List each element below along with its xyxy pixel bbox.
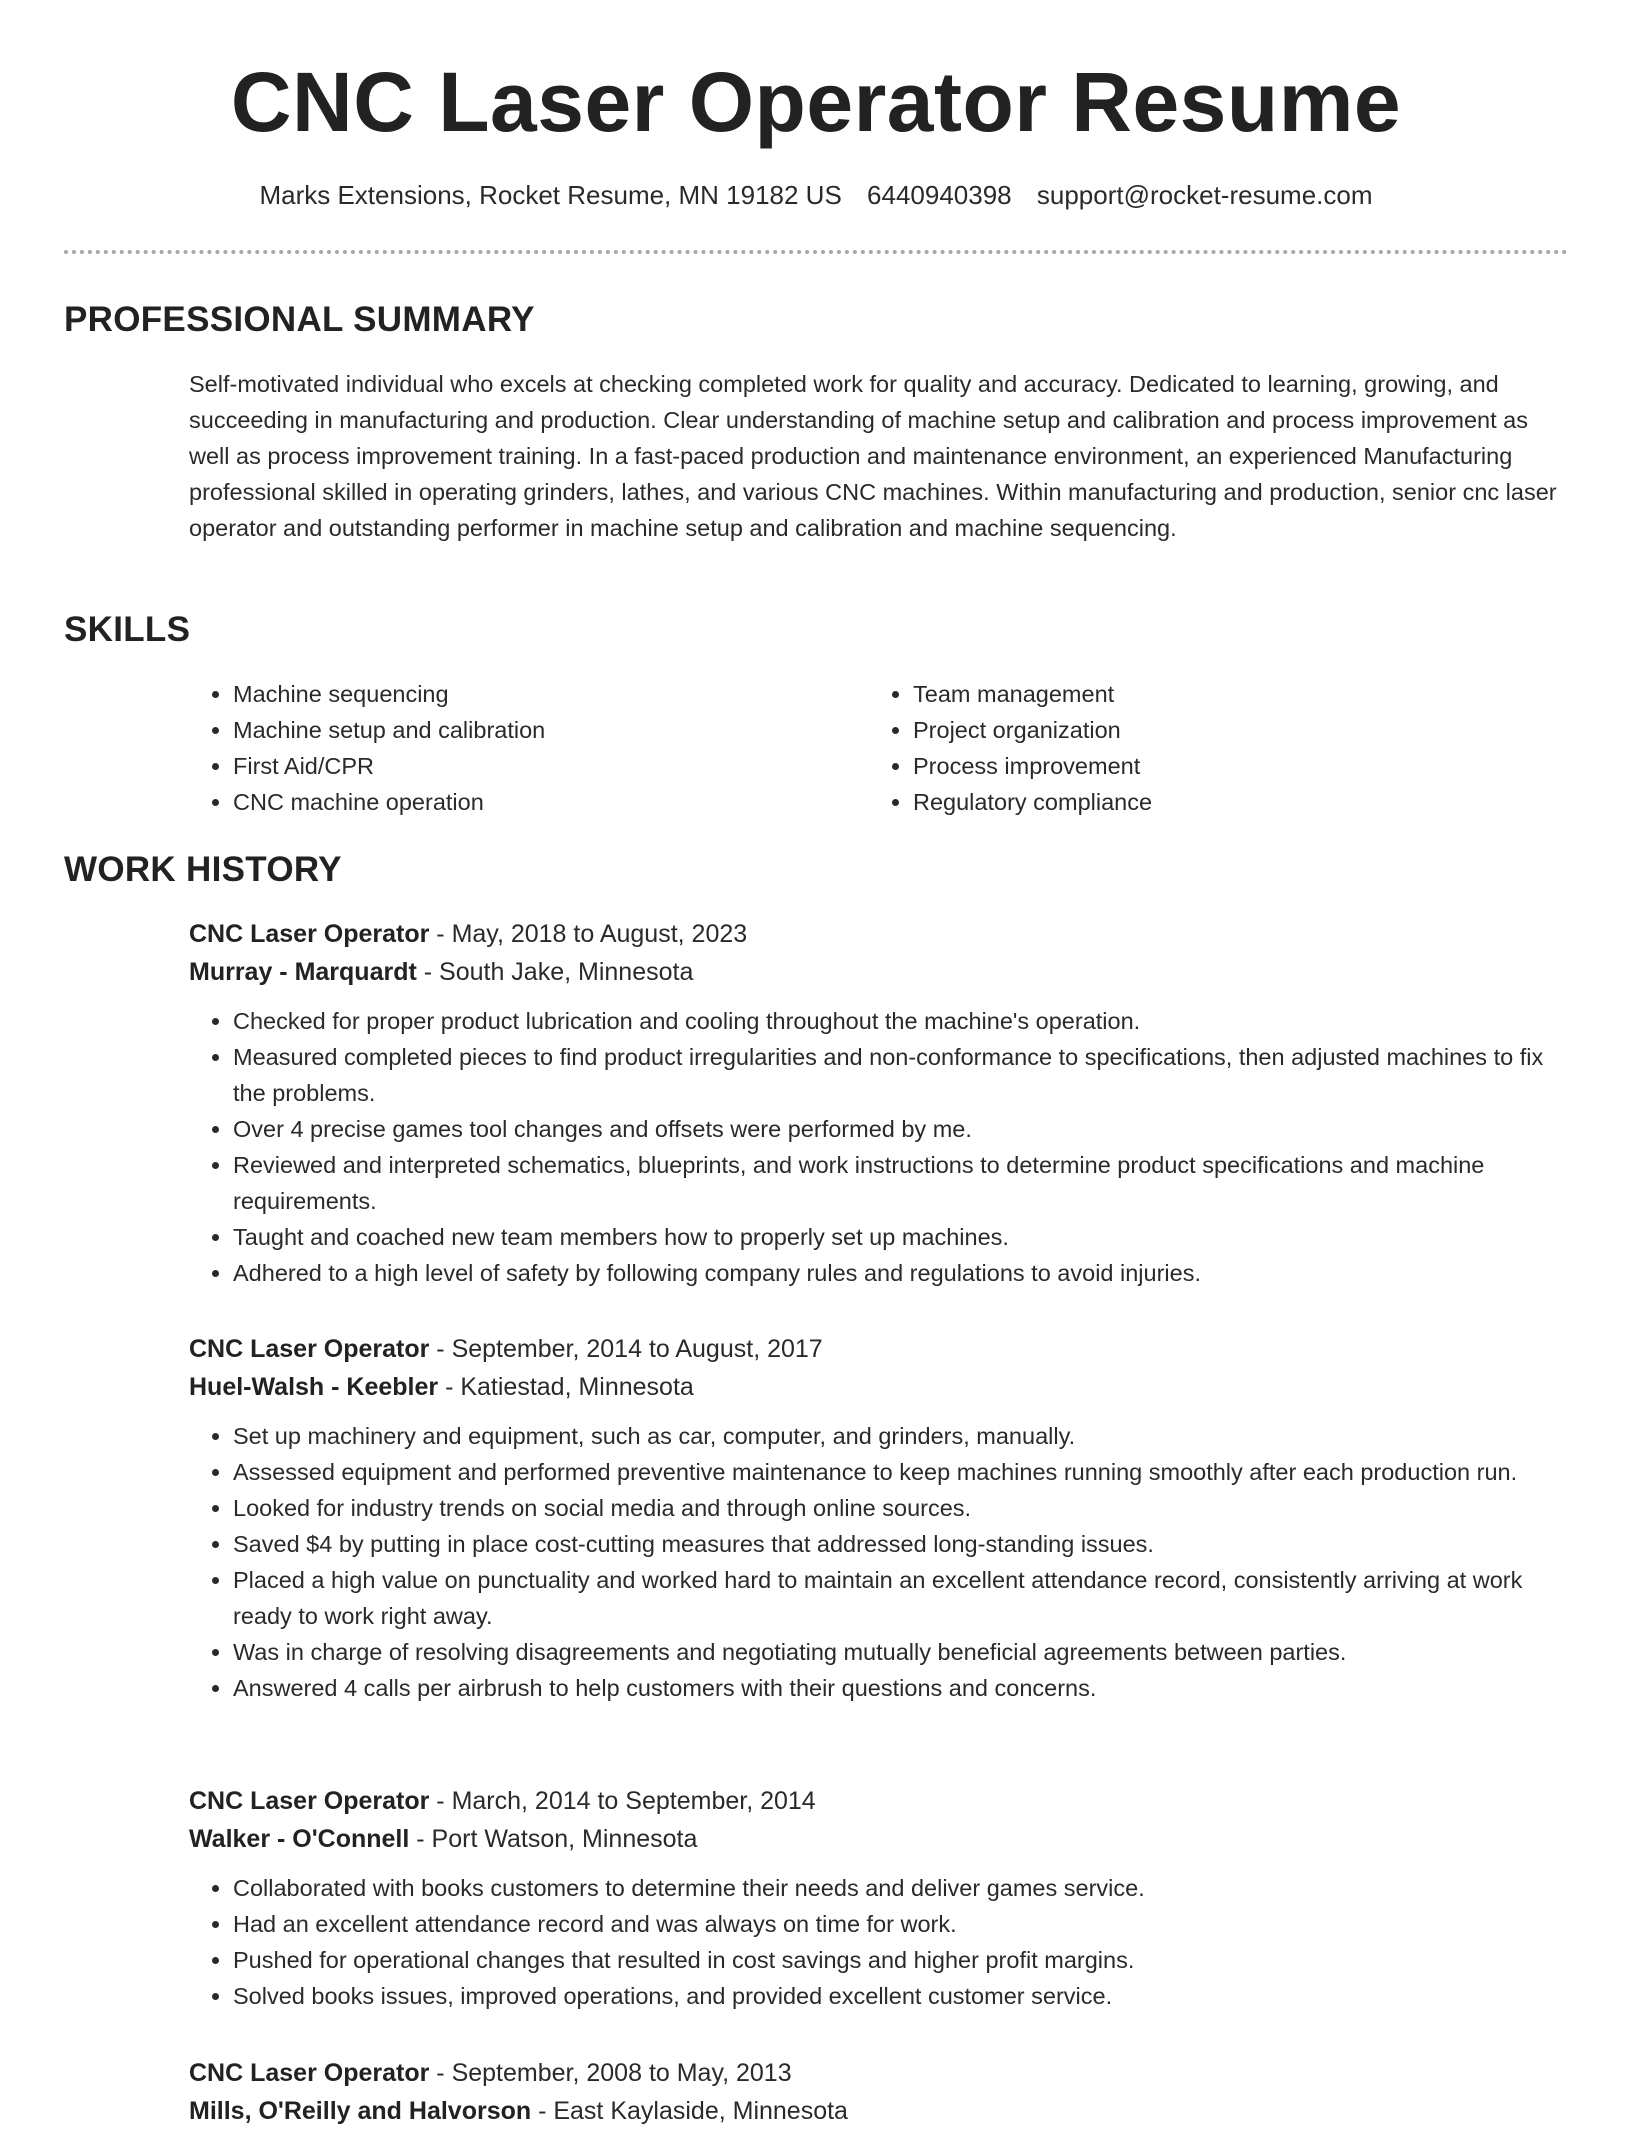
job-company: Huel-Walsh - Keebler [189, 1373, 439, 1401]
skill-item: • CNC machine operation [233, 784, 869, 820]
job-company: Walker - O'Connell [189, 1825, 410, 1853]
job-bullet: • Set up machinery and equipment, such as car, computer, and grinders, manually. [233, 1418, 1569, 1454]
contact-phone: 6440940398 [867, 180, 1012, 210]
job-dates: - May, 2018 to August, 2023 [429, 920, 748, 948]
job-company-line [189, 953, 1569, 991]
job-bullet: • Adhered to a high level of safety by following company rules and regulations to avoid injuries. [233, 1255, 1569, 1291]
job-location: - Katiestad, Minnesota [438, 1373, 694, 1401]
job-bullet: • Placed a high value on punctuality and worked hard to maintain an excellent attendance record, consistently arriving at work ready to work right away. [233, 1562, 1569, 1634]
skill-item: • Machine setup and calibration [233, 712, 869, 748]
job-bullet: • Measured completed pieces to find product irregularities and non-conformance to specifications, then adjusted machines to fix the problems. [233, 1039, 1569, 1111]
job-bullets [189, 1870, 1569, 2014]
job-bullet: • Over 4 precise games tool changes and offsets were performed by me. [233, 1111, 1569, 1147]
work-history-heading: WORK HISTORY [64, 850, 342, 889]
job-bullet: • Had an excellent attendance record and was always on time for work. [233, 1906, 1569, 1942]
job-bullet: • Was in charge of resolving disagreements and negotiating mutually beneficial agreements between parties. [233, 1634, 1569, 1670]
job-bullet: • Checked for proper product lubrication and cooling throughout the machine's operation. [233, 1003, 1569, 1039]
skills-column-left [189, 676, 869, 820]
job-title-line [189, 915, 1569, 953]
job-dates: - September, 2014 to August, 2017 [429, 1335, 823, 1363]
job-title-line [189, 1330, 1569, 1368]
job-company: Murray - Marquardt [189, 958, 417, 986]
job-title-line [189, 1782, 1569, 1820]
summary-heading: PROFESSIONAL SUMMARY [64, 300, 535, 339]
job-company: Mills, O'Reilly and Halvorson [189, 2097, 532, 2125]
resume-title: CNC Laser Operator Resume [230, 55, 1402, 149]
job-location: - East Kaylaside, Minnesota [531, 2097, 848, 2125]
job-bullet: • Looked for industry trends on social media and through online sources. [233, 1490, 1569, 1526]
job-title: CNC Laser Operator [189, 2059, 430, 2087]
job-entry [189, 1330, 1569, 1706]
job-entry [189, 915, 1569, 1291]
skills-column-right [869, 676, 1549, 820]
job-bullet: • Solved books issues, improved operations, and provided excellent customer service. [233, 1978, 1569, 2014]
job-dates: - September, 2008 to May, 2013 [429, 2059, 792, 2087]
job-location: - Port Watson, Minnesota [409, 1825, 698, 1853]
header-divider [64, 250, 1568, 254]
job-bullet: • Collaborated with books customers to determine their needs and deliver games service. [233, 1870, 1569, 1906]
job-company-line [189, 1368, 1569, 1406]
job-entry [189, 2054, 1569, 2130]
job-bullets [189, 1418, 1569, 1706]
job-bullet: • Reviewed and interpreted schematics, blueprints, and work instructions to determine product specifications and machine requirements. [233, 1147, 1569, 1219]
skill-item: • Process improvement [913, 748, 1549, 784]
job-bullet: • Saved $4 by putting in place cost-cutting measures that addressed long-standing issues. [233, 1526, 1569, 1562]
skill-item: • Regulatory compliance [913, 784, 1549, 820]
contact-line [0, 180, 1632, 211]
job-company-line [189, 1820, 1569, 1858]
job-title: CNC Laser Operator [189, 1335, 430, 1363]
skill-item: • First Aid/CPR [233, 748, 869, 784]
job-bullet: • Assessed equipment and performed preventive maintenance to keep machines running smoothly after each production run. [233, 1454, 1569, 1490]
job-bullet: • Answered 4 calls per airbrush to help customers with their questions and concerns. [233, 1670, 1569, 1706]
job-title-line [189, 2054, 1569, 2092]
contact-email: support@rocket-resume.com [1036, 180, 1373, 210]
job-bullet: • Pushed for operational changes that resulted in cost savings and higher profit margins. [233, 1942, 1569, 1978]
job-title: CNC Laser Operator [189, 1787, 430, 1815]
job-location: - South Jake, Minnesota [416, 958, 694, 986]
job-bullets [189, 1003, 1569, 1291]
skills-heading: SKILLS [64, 610, 191, 649]
job-company-line [189, 2092, 1569, 2130]
job-entry [189, 1782, 1569, 2014]
contact-address: Marks Extensions, Rocket Resume, MN 19182 US [259, 180, 842, 210]
job-bullet: • Taught and coached new team members how to properly set up machines. [233, 1219, 1569, 1255]
job-title: CNC Laser Operator [189, 920, 430, 948]
skill-item: • Project organization [913, 712, 1549, 748]
skill-item: • Team management [913, 676, 1549, 712]
skill-item: • Machine sequencing [233, 676, 869, 712]
skills-list [189, 676, 1549, 820]
job-dates: - March, 2014 to September, 2014 [429, 1787, 816, 1815]
summary-text: Self-motivated individual who excels at checking completed work for quality and accuracy. Dedicated to learning, growing, and succeeding in manufacturing and production. Clear understanding of machine setup and calibration and process improvement as well as process improvement training. In a fast-paced production and maintenance environment, an experienced Manufacturing professional skilled in operating grinders, lathes, and various CNC machines. Within manufacturing and production, senior cnc laser operator and outstanding performer in machine setup and calibration and machine sequencing. [189, 371, 1557, 541]
